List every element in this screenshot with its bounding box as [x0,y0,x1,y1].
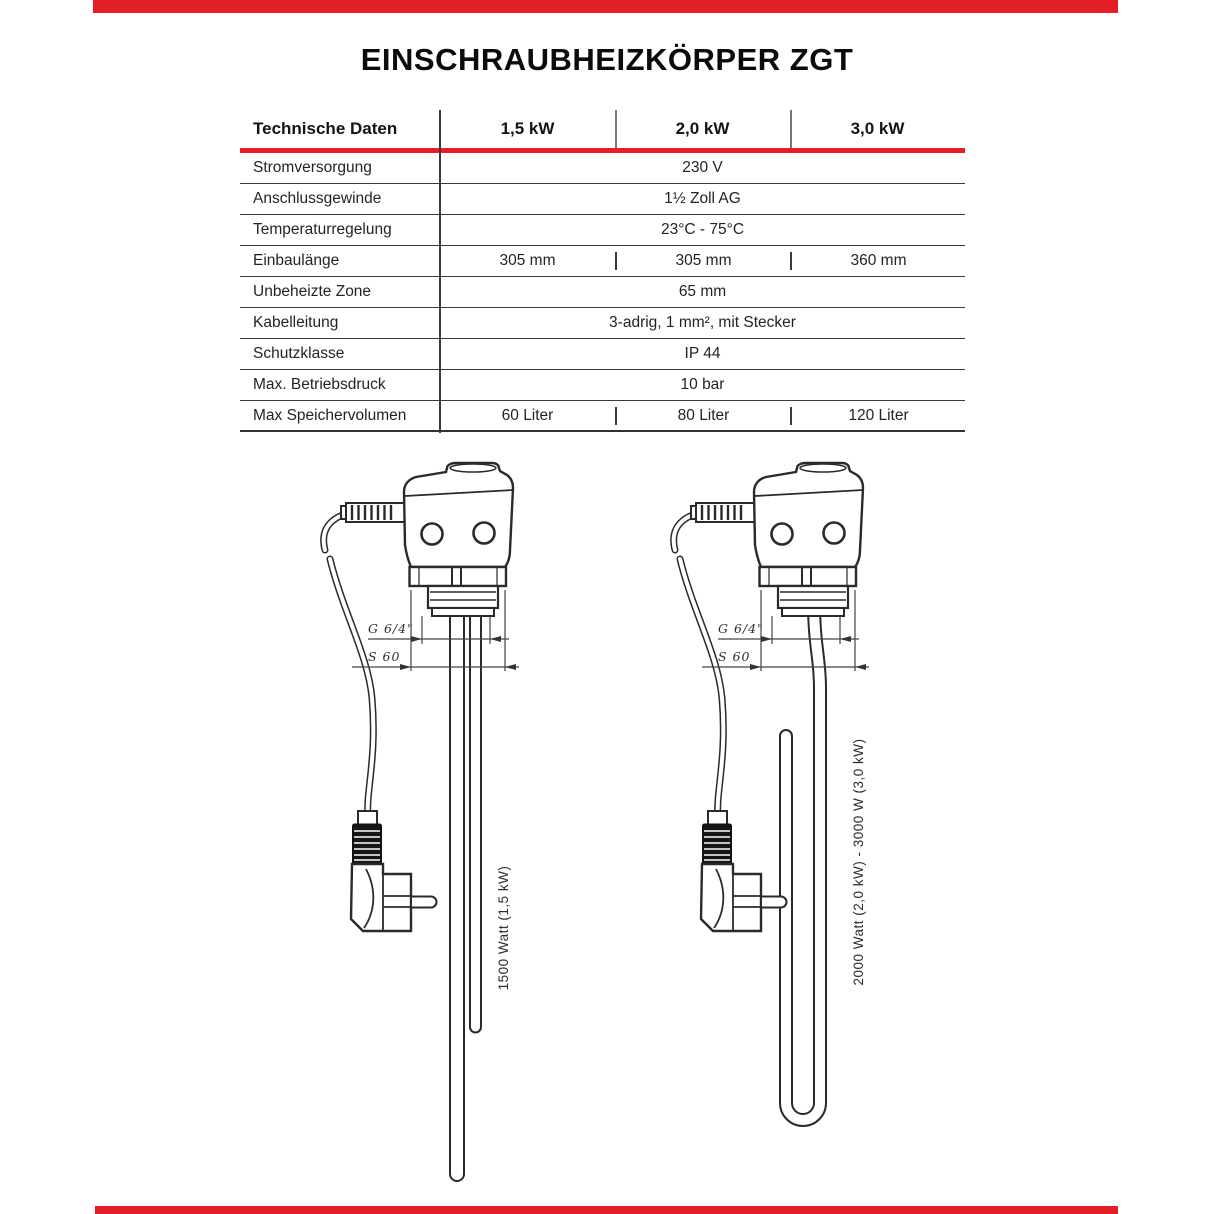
row-label: Temperaturregelung [253,221,392,238]
hex-nut-and-collar [760,567,857,616]
row-value: 10 bar [680,376,725,393]
row-value-2-0kw: 80 Liter [615,407,790,425]
power-rating-label: 2000 Watt (2,0 kW) - 3000 W (3,0 kW) [851,738,866,986]
plug-pin [411,897,437,908]
plug-pin [761,897,787,908]
page-title: EINSCHRAUBHEIZKÖRPER ZGT [360,42,854,77]
housing-hole [474,523,495,544]
hex-nut-and-collar [410,567,507,616]
row-value: IP 44 [684,345,721,362]
header-1-5kw: 1,5 kW [500,119,555,138]
table-row [240,370,965,401]
schuko-plug [701,811,787,931]
left-heating-rod [457,598,476,1174]
table-row [240,184,965,215]
technical-data-table [240,110,965,432]
table-row [240,246,965,277]
row-value-3-0kw: 360 mm [790,252,965,270]
row-label: Unbeheizte Zone [253,283,372,300]
housing-hole [422,524,443,545]
table-row [240,308,965,339]
row-value: 1½ Zoll AG [664,190,741,207]
row-label: Anschlussgewinde [253,190,382,207]
power-cable [674,512,724,827]
row-label: Schutzklasse [253,345,345,362]
thread-size-label: G 6/4" [368,621,414,636]
table-row [240,153,965,184]
table-column-divider [439,110,441,433]
right-element-head-assembly [674,463,869,986]
header-technische-daten: Technische Daten [253,119,398,138]
power-rating-label: 1500 Watt (1,5 kW) [496,865,511,991]
row-label: Max Speichervolumen [253,406,407,424]
housing-hole [824,523,845,544]
header-2-0kw: 2,0 kW [675,119,730,138]
row-label: Kabelleitung [253,314,339,331]
row-label: Einbaulänge [253,252,340,269]
cable-gland [691,503,757,522]
row-label: Stromversorgung [253,159,372,176]
technical-drawings [0,450,1214,1210]
table-row [240,339,965,370]
row-value-3-0kw: 120 Liter [790,407,965,425]
row-value-1-5kw: 60 Liter [501,406,554,424]
table-row [240,215,965,246]
table-row [240,277,965,308]
row-value-1-5kw: 305 mm [499,252,556,269]
row-value-2-0kw: 305 mm [615,252,790,270]
left-element-head-assembly [324,463,519,990]
cable-gland [341,503,407,522]
row-label: Max. Betriebsdruck [253,376,386,393]
thermostat-housing [754,463,863,567]
row-value: 23°C - 75°C [660,221,745,238]
header-divider [615,110,617,148]
power-cable [324,512,374,827]
row-value: 65 mm [678,283,727,300]
row-value: 3-adrig, 1 mm², mit Stecker [609,314,796,331]
header-divider [790,110,792,148]
header-3-0kw: 3,0 kW [850,119,905,138]
thermostat-housing [404,463,513,567]
table-header-row [240,110,965,153]
wrench-size-label: S 60 [718,649,751,664]
wrench-size-label: S 60 [368,649,401,664]
right-heating-loop [786,602,820,1120]
top-red-rule [93,0,1118,13]
thread-size-label: G 6/4" [718,621,764,636]
row-value: 230 V [682,159,723,176]
table-row [240,401,965,432]
schuko-plug [351,811,437,931]
housing-hole [772,524,793,545]
